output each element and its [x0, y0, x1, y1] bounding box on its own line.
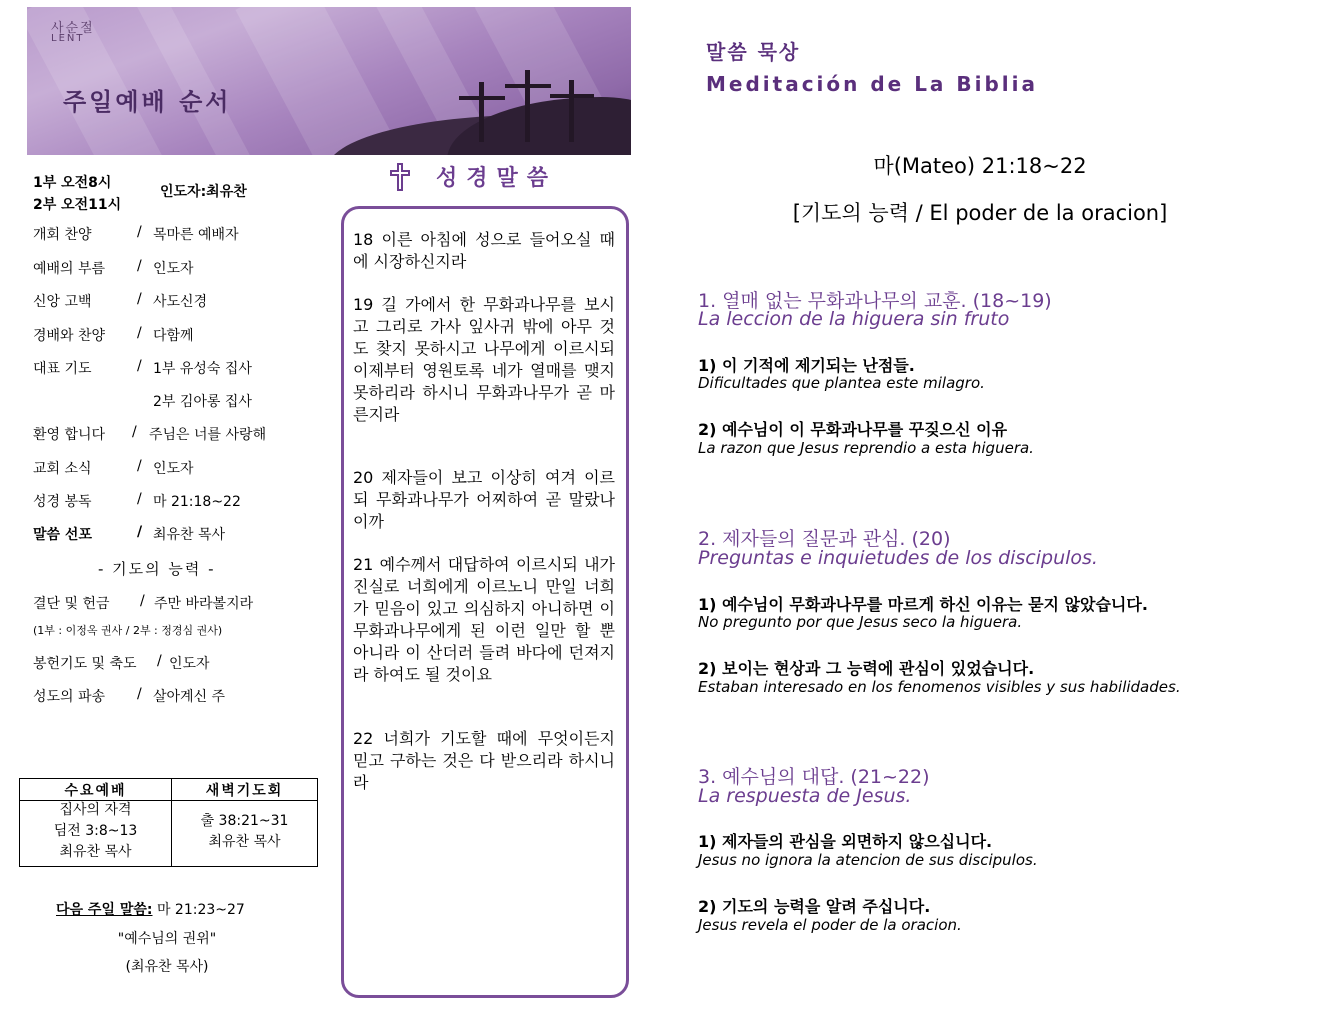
service-item-separator: / [137, 358, 142, 374]
verse-19: 19 길 가에서 한 무화과나무를 보시고 그리로 가사 잎사귀 밖에 아무 것도 찾지 못하시고 나무에게 이르시되 이제부터 영원토록 네가 열매를 맺지 못하리라 하시니 무화과나무가 곧 마른지라 [353, 295, 615, 424]
service-item [33, 458, 313, 478]
service-item-separator: / [137, 524, 143, 540]
wednesday-reference: 딤전 3:8~13 [53, 823, 138, 839]
section-3-heading-ko: 3. 예수님의 대답. (21~22) [698, 766, 930, 788]
section-2-heading-es: Preguntas e inquietudes de los discipulos. [698, 547, 1098, 569]
service-item [33, 686, 313, 706]
next-week-reference: 마 21:23~27 [156, 902, 245, 918]
meditation-reference: 마(Mateo) 21:18~22 [873, 154, 1087, 178]
service-item-value: 1부 유성숙 집사 [153, 361, 252, 377]
sermon-title: - 기도의 능력 - [98, 560, 216, 578]
service-item-label: 환영 합니다 [33, 427, 106, 443]
service-item [33, 524, 313, 544]
meditation-theme: [기도의 능력 / El poder de la oracion] [792, 201, 1168, 225]
service-item [33, 653, 313, 673]
service-item-separator: / [137, 224, 142, 240]
three-crosses-icon [447, 62, 597, 142]
service-item-label: 대표 기도 [33, 361, 92, 377]
section-3-point-1-ko: 1) 제자들의 관심을 외면하지 않으십니다. [698, 832, 993, 851]
verse-18: 18 이른 아침에 성으로 들어오실 때에 시장하신지라 [353, 230, 615, 271]
service-leader: 인도자:최유찬 [160, 184, 247, 200]
wednesday-preacher: 최유찬 목사 [59, 844, 132, 860]
section-3-point-2-es: Jesus revela el poder de la oracion. [698, 916, 962, 934]
service-item-label: 개회 찬양 [33, 227, 92, 243]
next-week-preacher: (최유찬 목사) [125, 959, 209, 975]
service-item-label: 예배의 부름 [33, 261, 106, 277]
section-1-point-1-es: Dificultades que plantea este milagro. [698, 374, 985, 392]
section-1-heading-ko: 1. 열매 없는 무화과나무의 교훈. (18~19) [698, 290, 1052, 312]
dawn-reference: 출 38:21~31 [200, 813, 289, 829]
service-item [33, 593, 313, 613]
service-item-value: 마 21:18~22 [153, 494, 241, 510]
verse-21: 21 예수께서 대답하여 이르시되 내가 진실로 너희에게 이르노니 만일 너희가 믿음이 있고 의심하지 아니하면 이 무화과나무에게 된 이런 일만 할 뿐 아니라 이 산더러 들려 바다에 던져지라 하여도 될 것이요 [353, 555, 615, 684]
cross-icon [389, 162, 411, 192]
lent-label-ko: 사순절 [51, 21, 95, 36]
service-item-value: 인도자 [153, 261, 194, 277]
service-item-value: 인도자 [169, 656, 210, 672]
service-item-value: 사도신경 [153, 294, 208, 310]
section-3-point-1-es: Jesus no ignora la atencion de sus discipulos. [698, 851, 1038, 869]
dawn-prayer-header: 새벽기도회 [205, 783, 284, 799]
service-item-value: 주님은 너를 사랑해 [149, 427, 267, 443]
schedule-table [19, 778, 318, 867]
service-item-value: 주만 바라볼지라 [154, 596, 254, 612]
service-item-value: 다함께 [153, 328, 194, 344]
service-item-separator: / [137, 325, 142, 341]
service-item-separator: / [137, 258, 142, 274]
service-item-separator: / [137, 458, 142, 474]
scripture-heading: 성경말씀 [436, 166, 558, 191]
section-1-point-2-ko: 2) 예수님이 이 무화과나무를 꾸짖으신 이유 [698, 420, 1008, 439]
service-item [33, 391, 313, 410]
section-1-point-1-ko: 1) 이 기적에 제기되는 난점들. [698, 356, 915, 375]
next-week-label: 다음 주일 말씀: [56, 902, 153, 918]
service-item-value: 살아계신 주 [153, 689, 226, 705]
service-item-label: 말씀 선포 [33, 527, 92, 543]
meditation-title-es: Meditación de La Biblia [706, 72, 1039, 96]
section-2-point-2-ko: 2) 보이는 현상과 그 능력에 관심이 있었습니다. [698, 659, 1035, 678]
meditation-title-ko: 말씀 묵상 [706, 40, 801, 64]
service-item-value: 목마른 예배자 [153, 227, 239, 243]
section-2-point-2-es: Estaban interesado en los fenomenos visibles y sus habilidades. [698, 678, 1181, 696]
wednesday-topic: 집사의 자격 [59, 802, 132, 818]
service-item [33, 325, 313, 345]
section-2-heading-ko: 2. 제자들의 질문과 관심. (20) [698, 528, 951, 550]
service-item [33, 358, 313, 378]
service-item-separator: / [157, 653, 162, 669]
service-item [33, 224, 313, 244]
section-2-point-1-ko: 1) 예수님이 무화과나무를 마르게 하신 이유는 묻지 않았습니다. [698, 595, 1148, 614]
wednesday-service-header: 수요예배 [64, 783, 127, 799]
service-item-separator: / [140, 593, 145, 609]
lent-banner [27, 7, 631, 155]
offering-note: (1부 : 이정옥 권사 / 2부 : 정경심 권사) [33, 624, 223, 637]
service-item [33, 258, 313, 278]
service-item-label: 신앙 고백 [33, 294, 92, 310]
next-week-title: "예수님의 권위" [117, 931, 217, 947]
section-2-point-1-es: No pregunto por que Jesus seco la higuera. [698, 613, 1023, 631]
service-item-separator: / [137, 291, 142, 307]
next-week-line [56, 899, 245, 919]
section-1-point-2-es: La razon que Jesus reprendio a esta higuera. [698, 439, 1034, 457]
service-item-value: 2부 김아롱 집사 [153, 394, 252, 410]
service-time-2: 2부 오전11시 [33, 197, 122, 213]
service-item [33, 291, 313, 311]
section-3-point-2-ko: 2) 기도의 능력을 알려 주십니다. [698, 897, 931, 916]
service-item-separator: / [132, 424, 137, 440]
verse-20: 20 제자들이 보고 이상히 여겨 이르되 무화과나무가 어찌하여 곧 말랐나이까 [353, 468, 615, 531]
section-3-heading-es: La respuesta de Jesus. [698, 785, 912, 807]
service-item-separator: / [137, 491, 142, 507]
lent-label-en: LENT [51, 33, 85, 44]
page-title: 주일예배 순서 [63, 88, 232, 116]
service-item-label: 성도의 파송 [33, 689, 106, 705]
service-item-label: 봉헌기도 및 축도 [33, 656, 137, 672]
service-item-label: 성경 봉독 [33, 494, 92, 510]
service-item-value: 최유찬 목사 [153, 527, 226, 543]
dawn-preacher: 최유찬 목사 [208, 834, 281, 850]
service-item-value: 인도자 [153, 461, 194, 477]
verse-22: 22 너희가 기도할 때에 무엇이든지 믿고 구하는 것은 다 받으리라 하시니라 [353, 729, 615, 792]
service-item [33, 424, 313, 444]
service-item [33, 491, 313, 511]
service-item-label: 교회 소식 [33, 461, 92, 477]
service-item-label: 결단 및 헌금 [33, 596, 110, 612]
section-1-heading-es: La leccion de la higuera sin fruto [698, 308, 1010, 330]
service-item-separator: / [137, 686, 142, 702]
service-item-label: 경배와 찬양 [33, 328, 106, 344]
service-time-1: 1부 오전8시 [33, 175, 112, 191]
